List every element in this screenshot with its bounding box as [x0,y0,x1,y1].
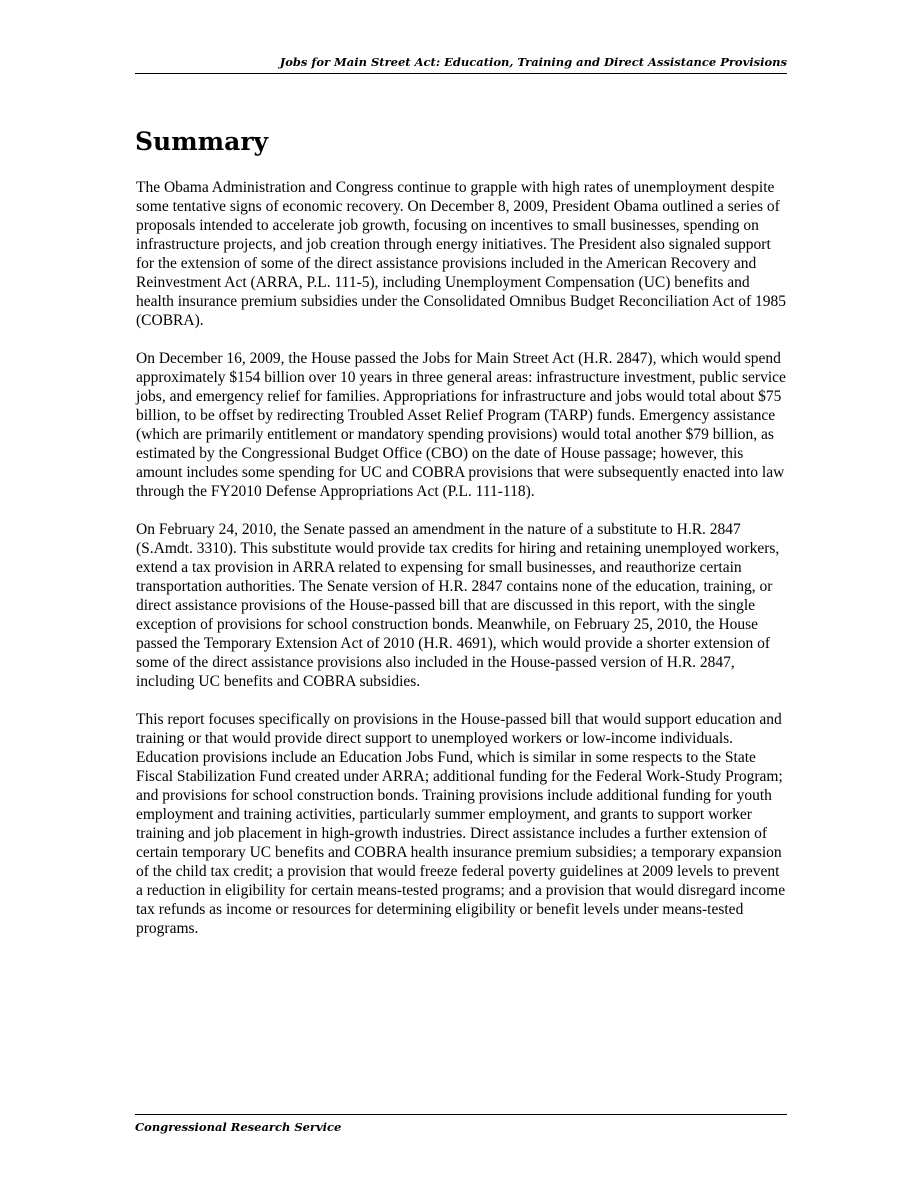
running-header [135,56,787,74]
summary-body [136,178,788,957]
summary-paragraph-1: The Obama Administration and Congress continue to grapple with high rates of unemployment despite some tentative signs of economic recovery. On December 8, 2009, President Obama outlined a series of proposals intended to accelerate job growth, focusing on incentives to small businesses, spending on infrastructure projects, and job creation through energy initiatives. The President also signaled support for the extension of some of the direct assistance provisions included in the American Recovery and Reinvestment Act (ARRA, P.L. 111-5), including Unemployment Compensation (UC) benefits and health insurance premium subsidies under the Consolidated Omnibus Budget Reconciliation Act of 1985 (COBRA). [136,179,787,329]
running-header-title: Jobs for Main Street Act: Education, Training and Direct Assistance Provisions [279,55,787,69]
section-title: Summary [135,127,269,156]
summary-paragraph-2: On December 16, 2009, the House passed the Jobs for Main Street Act (H.R. 2847), which would spend approximately $154 billion over 10 years in three general areas: infrastructure investment, public service jobs, and emergency relief for families. Appropriations for infrastructure and jobs would total about $75 billion, to be offset by redirecting Troubled Asset Relief Program (TARP) funds. Emergency assistance (which are primarily entitlement or mandatory spending provisions) would total another $79 billion, as estimated by the Congressional Budget Office (CBO) on the date of House passage; however, this amount includes some spending for UC and COBRA provisions that were subsequently enacted into law through the FY2010 Defense Appropriations Act (P.L. 111-118). [136,350,786,500]
page-footer [135,1114,787,1135]
summary-paragraph-3: On February 24, 2010, the Senate passed an amendment in the nature of a substitute to H.R. 2847 (S.Amdt. 3310). This substitute would provide tax credits for hiring and retaining unemployed workers, extend a tax provision in ARRA related to expensing for small businesses, and reauthorize certain transportation authorities. The Senate version of H.R. 2847 contains none of the education, training, or direct assistance provisions of the House-passed bill that are discussed in this report, with the single exception of provisions for school construction bonds. Meanwhile, on February 25, 2010, the House passed the Temporary Extension Act of 2010 (H.R. 4691), which would provide a shorter extension of some of the direct assistance provisions also included in the House-passed version of H.R. 2847, including UC benefits and COBRA subsidies. [136,521,780,690]
footer-publisher: Congressional Research Service [135,1120,342,1134]
summary-paragraph-4: This report focuses specifically on provisions in the House-passed bill that would support education and training or that would provide direct support to unemployed workers or low-income individuals. Education provisions include an Education Jobs Fund, which is similar in some respects to the State Fiscal Stabilization Fund created under ARRA; additional funding for the Federal Work-Study Program; and provisions for school construction bonds. Training provisions include additional funding for youth employment and training activities, particularly summer employment, and grants to support worker training and job placement in high-growth industries. Direct assistance includes a further extension of certain temporary UC benefits and COBRA health insurance premium subsidies; a temporary expansion of the child tax credit; a provision that would freeze federal poverty guidelines at 2009 levels to prevent a reduction in eligibility for certain means-tested programs; and a provision that would disregard income tax refunds as income or resources for determining eligibility or benefit levels under means-tested programs. [136,711,786,937]
